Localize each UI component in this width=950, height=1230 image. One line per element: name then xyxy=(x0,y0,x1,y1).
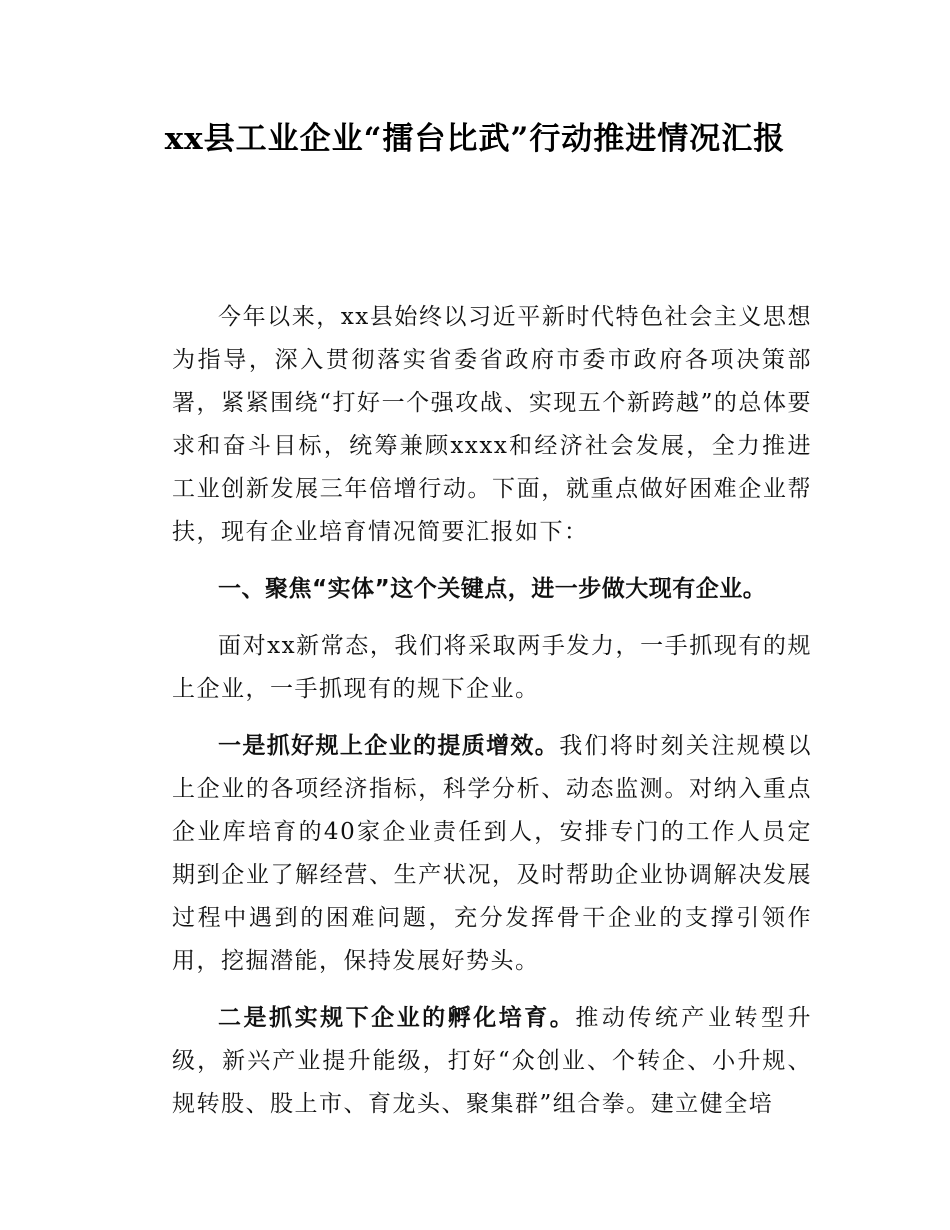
document-body xyxy=(172,296,812,1140)
point-one-text: 我们将时刻关注规模以上企业的各项经济指标，科学分析、动态监测。对纳入重点企业库培育的40家企业责任到人，安排专门的工作人员定期到企业了解经营、生产状况，及时帮助企业协调解决发展过程中遇到的困难问题，充分发挥骨干企业的支撑引领作用，挖掘潜能，保持发展好势头。 xyxy=(172,733,813,974)
document-title: xx县工业企业“擂台比武”行动推进情况汇报 xyxy=(164,121,786,157)
section-intro-paragraph: 面对xx新常态，我们将采取两手发力，一手抓现有的规上企业，一手抓现有的规下企业。 xyxy=(172,633,812,702)
point-two-text: 推动传统产业转型升级，新兴产业提升能级，打好“众创业、个转企、小升规、规转股、股上市、育龙头、聚集群”组合拳。建立健全培 xyxy=(172,1005,813,1117)
point-one-lead: 一是抓好规上企业的提质增效。 xyxy=(218,733,560,759)
point-two-lead: 二是抓实规下企业的孵化培育。 xyxy=(218,1005,576,1031)
point-two-paragraph xyxy=(172,997,812,1126)
intro-paragraph: 今年以来，xx县始终以习近平新时代特色社会主义思想为指导，深入贯彻落实省委省政府市委市政府各项决策部署，紧紧围绕“打好一个强攻战、实现五个新跨越”的总体要求和奋斗目标，统筹兼顾xxxx和经济社会发展，全力推进工业创新发展三年倍增行动。下面，就重点做好困难企业帮扶，现有企业培育情况简要汇报如下： xyxy=(172,304,812,545)
point-one-paragraph xyxy=(172,725,812,983)
section-heading: 一、聚焦“实体”这个关键点，进一步做大现有企业。 xyxy=(218,576,767,602)
